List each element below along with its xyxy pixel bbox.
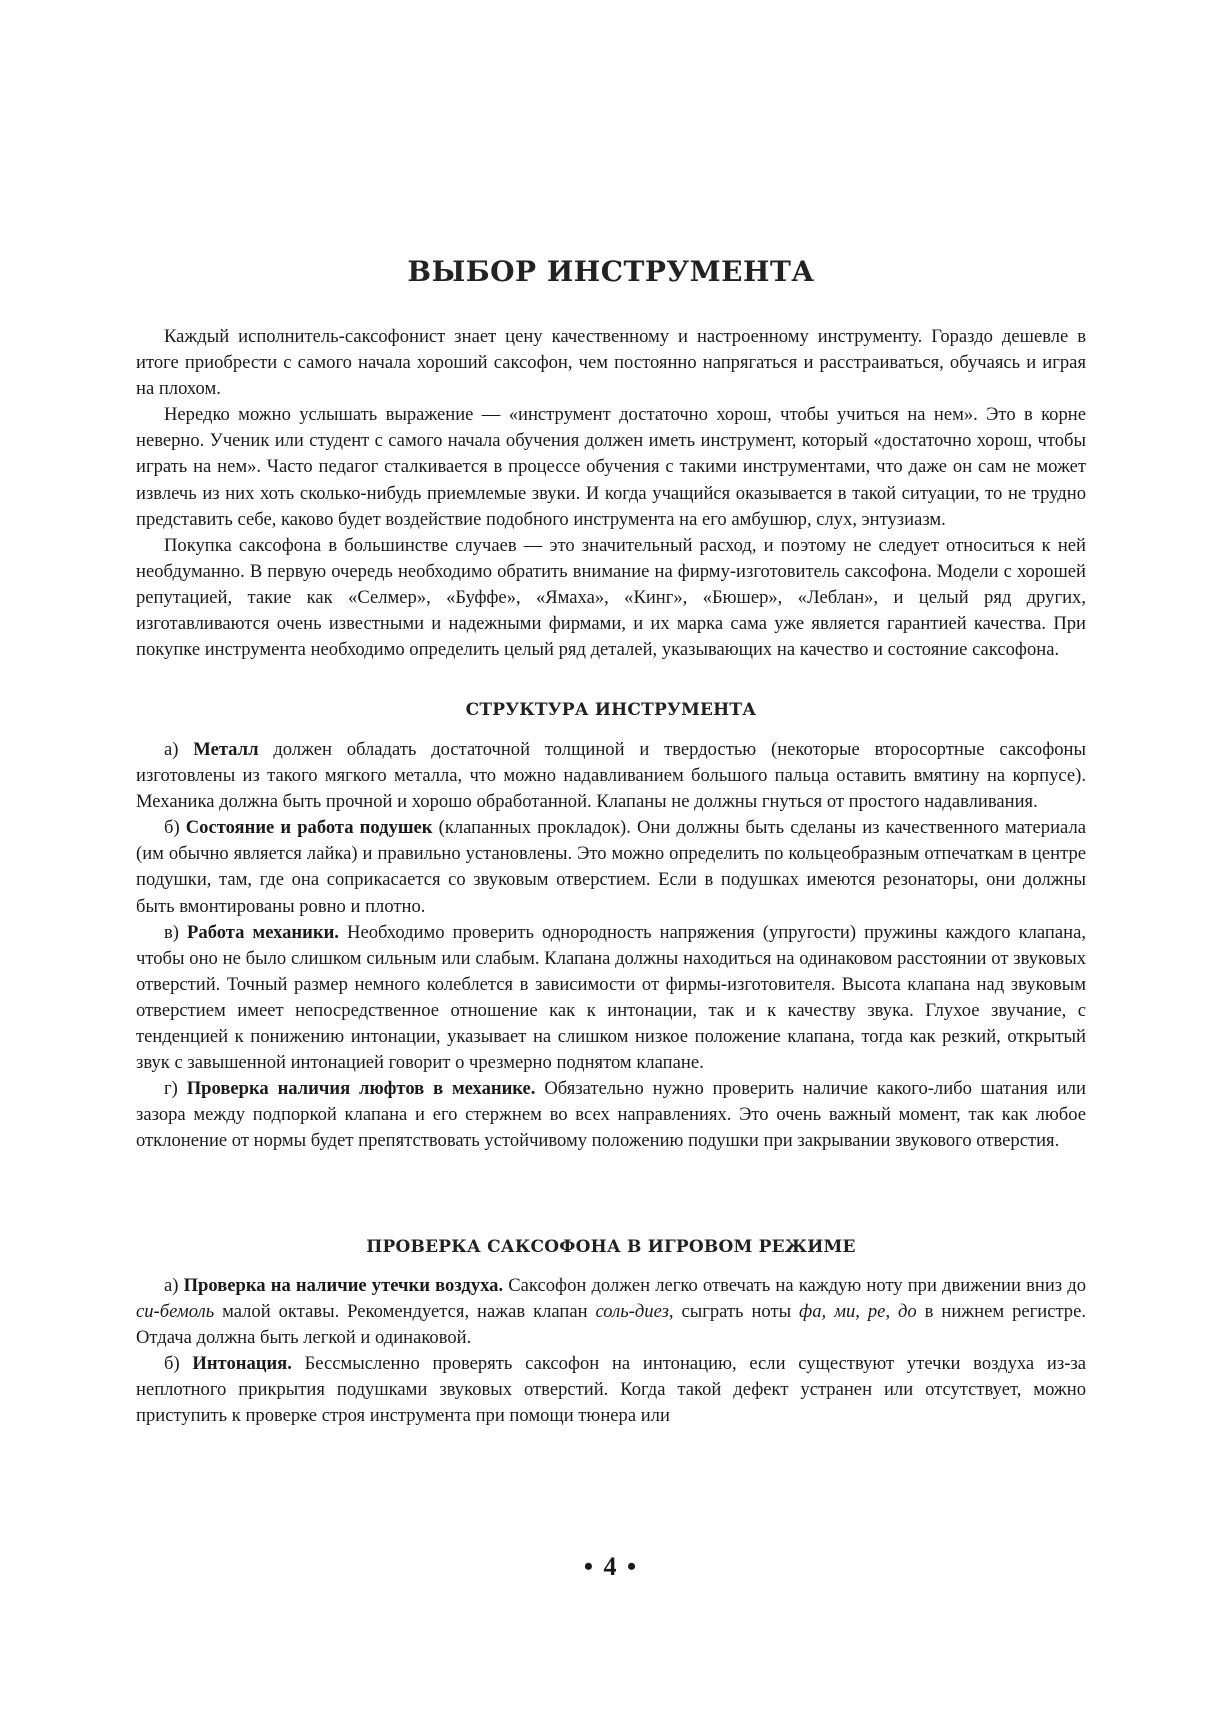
- item-term: Проверка на наличие утечки воздуха.: [183, 1275, 504, 1296]
- structure-item-metal: а) Металл должен обладать достаточной толщиной и твердостью (некоторые второсортные саксофоны изготовлены из такого мягкого металла, что можно надавливанием большого пальца оставить вмятину на корпусе). Механика должна быть прочной и хорошо обработанной. Клапаны не должны гнуться от простого надавливания.: [136, 739, 1086, 813]
- check-item-intonation: б) Интонация. Бессмысленно проверять саксофон на интонацию, если существуют утечки воздуха из-за неплотного прикрытия подушками звуковых отверстий. Когда такой дефект устранен или отсутствует, можно приступить к проверке строя инструмента при помощи тюнера или: [136, 1353, 1086, 1427]
- intro-paragraph-2: Нередко можно услышать выражение — «инструмент достаточно хорош, чтобы учиться на нем». Это в корне неверно. Ученик или студент с самого начала обучения должен иметь инструмент, который «достаточно хорош, чтобы играть на нем». Часто педагог сталкивается в процессе обучения с такими инструментами, что даже он сам не может извлечь из них хоть сколько-нибудь приемлемые звуки. И когда учащийся оказывается в такой ситуации, то не трудно представить себе, каково будет воздействие подобного инструмента на его амбушюр, слух, энтузиазм.: [136, 404, 1086, 530]
- section-heading-structure: СТРУКТУРА ИНСТРУМЕНТА: [465, 700, 757, 720]
- structure-item-pads: б) Состояние и работа подушек (клапанных прокладок). Они должны быть сделаны из качественного материала (им обычно является лайка) и правильно установлены. Это можно определить по кольцеобразным отпечаткам в центре подушки, там, где она соприкасается со звуковым отверстием. Если в подушках имеются резонаторы, они должны быть вмонтированы ровно и плотно.: [136, 817, 1086, 917]
- check-item-air-leak: а) Проверка на наличие утечки воздуха. Саксофон должен легко отвечать на каждую ноту при движении вниз до си-бемоль малой октавы. Рекомендуется, нажав клапан соль-диез, сыграть ноты фа, ми, ре, до в нижнем регистре. Отдача должна быть легкой и одинаковой.: [136, 1275, 1087, 1349]
- page-title: ВЫБОР ИНСТРУМЕНТА: [407, 255, 815, 288]
- item-term: Металл: [193, 739, 259, 760]
- intro-text: [136, 324, 1086, 663]
- intro-paragraph-1: Каждый исполнитель-саксофонист знает цену качественному и настроенному инструменту. Гораздо дешевле в итоге приобрести с самого начала хороший саксофон, чем постоянно напрягаться и расстраиваться, обучаясь и играя на плохом.: [136, 326, 1086, 400]
- playing-check-section: [136, 1273, 1086, 1430]
- item-term: Состояние и работа подушек: [185, 817, 433, 839]
- section-heading-playing-check: ПРОВЕРКА САКСОФОНА В ИГРОВОМ РЕЖИМЕ: [366, 1237, 856, 1257]
- item-term: Интонация.: [192, 1353, 292, 1375]
- structure-section: [136, 737, 1086, 1155]
- page-number: • 4 •: [583, 1552, 639, 1581]
- structure-item-mechanics: в) Работа механики. Необходимо проверить однородность напряжения (упругости) пружины каждого клапана, чтобы оно не было слишком сильным или слабым. Клапана должны находиться на одинаковом расстоянии от звуковых отверстий. Точный размер немного колеблется в зависимости от фирмы-изготовителя. Высота клапана над звуковым отверстием имеет непосредственное отношение как к интонации, так и к качеству звука. Глухое звучание, с тенденцией к понижению интонации, указывает на слишком низкое положение клапана, тогда как резкий, открытый звук с завышенной интонацией говорит о чрезмерно поднятом клапане.: [136, 921, 1086, 1074]
- item-term: Проверка наличия люфтов в механике.: [186, 1078, 536, 1100]
- structure-item-play: г) Проверка наличия люфтов в механике. Обязательно нужно проверить наличие какого-либо шатания или зазора между подпоркой клапана и его стержнем во всех направлениях. Это очень важный момент, так как любое отклонение от нормы будет препятствовать устойчивому положению подушки при закрывании звукового отверстия.: [136, 1078, 1086, 1152]
- item-term: Работа механики.: [187, 921, 339, 943]
- intro-paragraph-3: Покупка саксофона в большинстве случаев — это значительный расход, и поэтому не следует относиться к ней необдуманно. В первую очередь необходимо обратить внимание на фирму-изготовитель саксофона. Модели с хорошей репутацией, такие как «Селмер», «Буффе», «Ямаха», «Кинг», «Бюшер», «Леблан», и целый ряд других, изготавливаются очень известными и надежными фирмами, и их марка сама уже является гарантией качества. При покупке инструмента необходимо определить целый ряд деталей, указывающих на качество и состояние саксофона.: [136, 534, 1086, 661]
